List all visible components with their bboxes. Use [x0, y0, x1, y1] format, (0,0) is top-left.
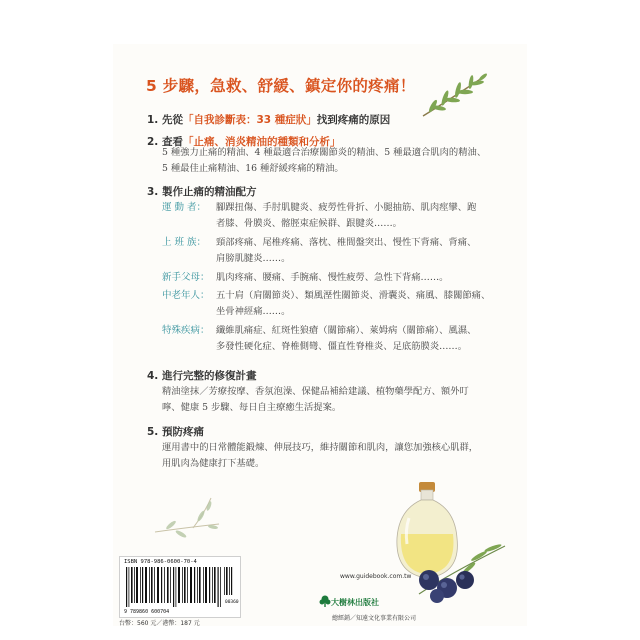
isbn-number: ISBN 978-986-0600-70-4 — [124, 559, 197, 565]
section-number: 1. — [147, 114, 159, 126]
section-5-text — [162, 440, 502, 472]
section-1-heading — [147, 112, 390, 127]
audience-label: 運 動 者： — [162, 202, 207, 213]
text-line: 5 種最佳止痛精油、16 種舒緩疼痛的精油。 — [162, 163, 344, 174]
section-5-heading — [147, 424, 204, 439]
section-5-title: 預防疼痛 — [162, 426, 204, 438]
section-1-tail: 找到疼痛的原因 — [316, 114, 391, 126]
barcode-digits: 9 789860 600704 — [124, 609, 170, 615]
section-1-highlight: 「自我診斷表：33 種症狀」 — [183, 114, 317, 126]
headline: 5 步驟，急救、舒緩、鎮定你的疼痛！ — [146, 77, 416, 95]
audience-text — [216, 288, 506, 320]
section-3-heading — [147, 184, 257, 199]
text-line: 坐骨神經痛……。 — [216, 306, 291, 317]
text-line: 腳踝扭傷、手肘肌腱炎、疲勞性骨折、小腿抽筋、肌肉痙攣、跑 — [216, 202, 477, 213]
barcode-block — [119, 556, 241, 618]
section-3-title: 製作止痛的精油配方 — [162, 186, 257, 198]
audience-text — [216, 235, 506, 267]
barcode-graphic — [126, 567, 239, 609]
audience-label: 中老年人： — [162, 290, 210, 301]
small-leaf-sprig-illustration — [153, 494, 223, 544]
audience-text — [216, 270, 506, 286]
audience-label: 特殊疾病： — [162, 325, 210, 336]
audience-text — [216, 200, 506, 232]
text-line: 肌肉疼痛、腰痛、手腕痛、慢性疲勞、急性下背痛……。 — [216, 272, 449, 283]
isbn-text — [124, 559, 197, 565]
text-line: 纖維肌痛症、紅斑性狼瘡（關節痛）、萊姆病（關節痛）、風濕、 — [216, 325, 477, 336]
section-number: 5. — [147, 426, 159, 438]
audience-label: 上 班 族： — [162, 237, 207, 248]
rosemary-sprig-illustration — [419, 70, 489, 120]
section-1-lead: 先從 — [162, 114, 183, 126]
audience-text — [216, 323, 506, 355]
section-4-heading — [147, 368, 257, 383]
publisher-name: 大樹林出版社 — [331, 598, 379, 607]
text-line: 5 種強力止痛的精油、4 種最適合治療關節炎的精油、5 種最適合肌肉的精油、 — [162, 147, 487, 158]
section-4-text — [162, 384, 502, 416]
text-line: 精油塗抹／芳療按摩、香氛泡澡、保健品補給建議、植物藥學配方、額外叮 — [162, 386, 469, 397]
section-number: 4. — [147, 370, 159, 382]
text-line: 頸部疼痛、尾椎疼痛、落枕、椎間盤突出、慢性下背痛、背痛、 — [216, 237, 477, 248]
isbn-add-on-number: 00360 — [225, 600, 239, 605]
audience-label: 新手父母： — [162, 272, 210, 283]
text-line: 多發性硬化症、脊椎側彎、僵直性脊椎炎、足底筋膜炎……。 — [216, 341, 468, 352]
section-2-lead: 查看 — [162, 136, 183, 148]
text-line: 運用書中的日常體能鍛煉、伸展技巧，維持關節和肌肉，讓您加強核心肌群， — [162, 442, 479, 453]
text-line: 者膝、骨膜炎、髂脛束症候群、跟腱炎……。 — [216, 218, 402, 229]
price-text: 台幣：560 元／港幣：187 元 — [119, 620, 200, 627]
publisher-url: www.guidebook.com.tw — [340, 573, 412, 580]
juniper-berries-illustration — [409, 534, 509, 604]
text-line: 肩膀肌腱炎……。 — [216, 253, 291, 264]
text-line: 用肌肉為健康打下基礎。 — [162, 458, 265, 469]
text-line: 嚀、健康 5 步驟、每日自主療癒生活提案。 — [162, 402, 342, 413]
section-number: 3. — [147, 186, 159, 198]
section-2-highlight: 「止痛、消炎精油的種類和分析」 — [183, 136, 341, 148]
text-line: 五十肩（肩關節炎）、類風溼性關節炎、滑囊炎、痛風、膝關節痛、 — [216, 290, 491, 301]
section-number: 2. — [147, 136, 159, 148]
section-2-text — [162, 145, 502, 177]
book-back-cover — [113, 44, 527, 626]
distributor-text: 總經銷／知遠文化事業有限公司 — [332, 615, 417, 622]
tree-logo-icon — [319, 595, 331, 607]
section-4-title: 進行完整的修復計畫 — [162, 370, 257, 382]
